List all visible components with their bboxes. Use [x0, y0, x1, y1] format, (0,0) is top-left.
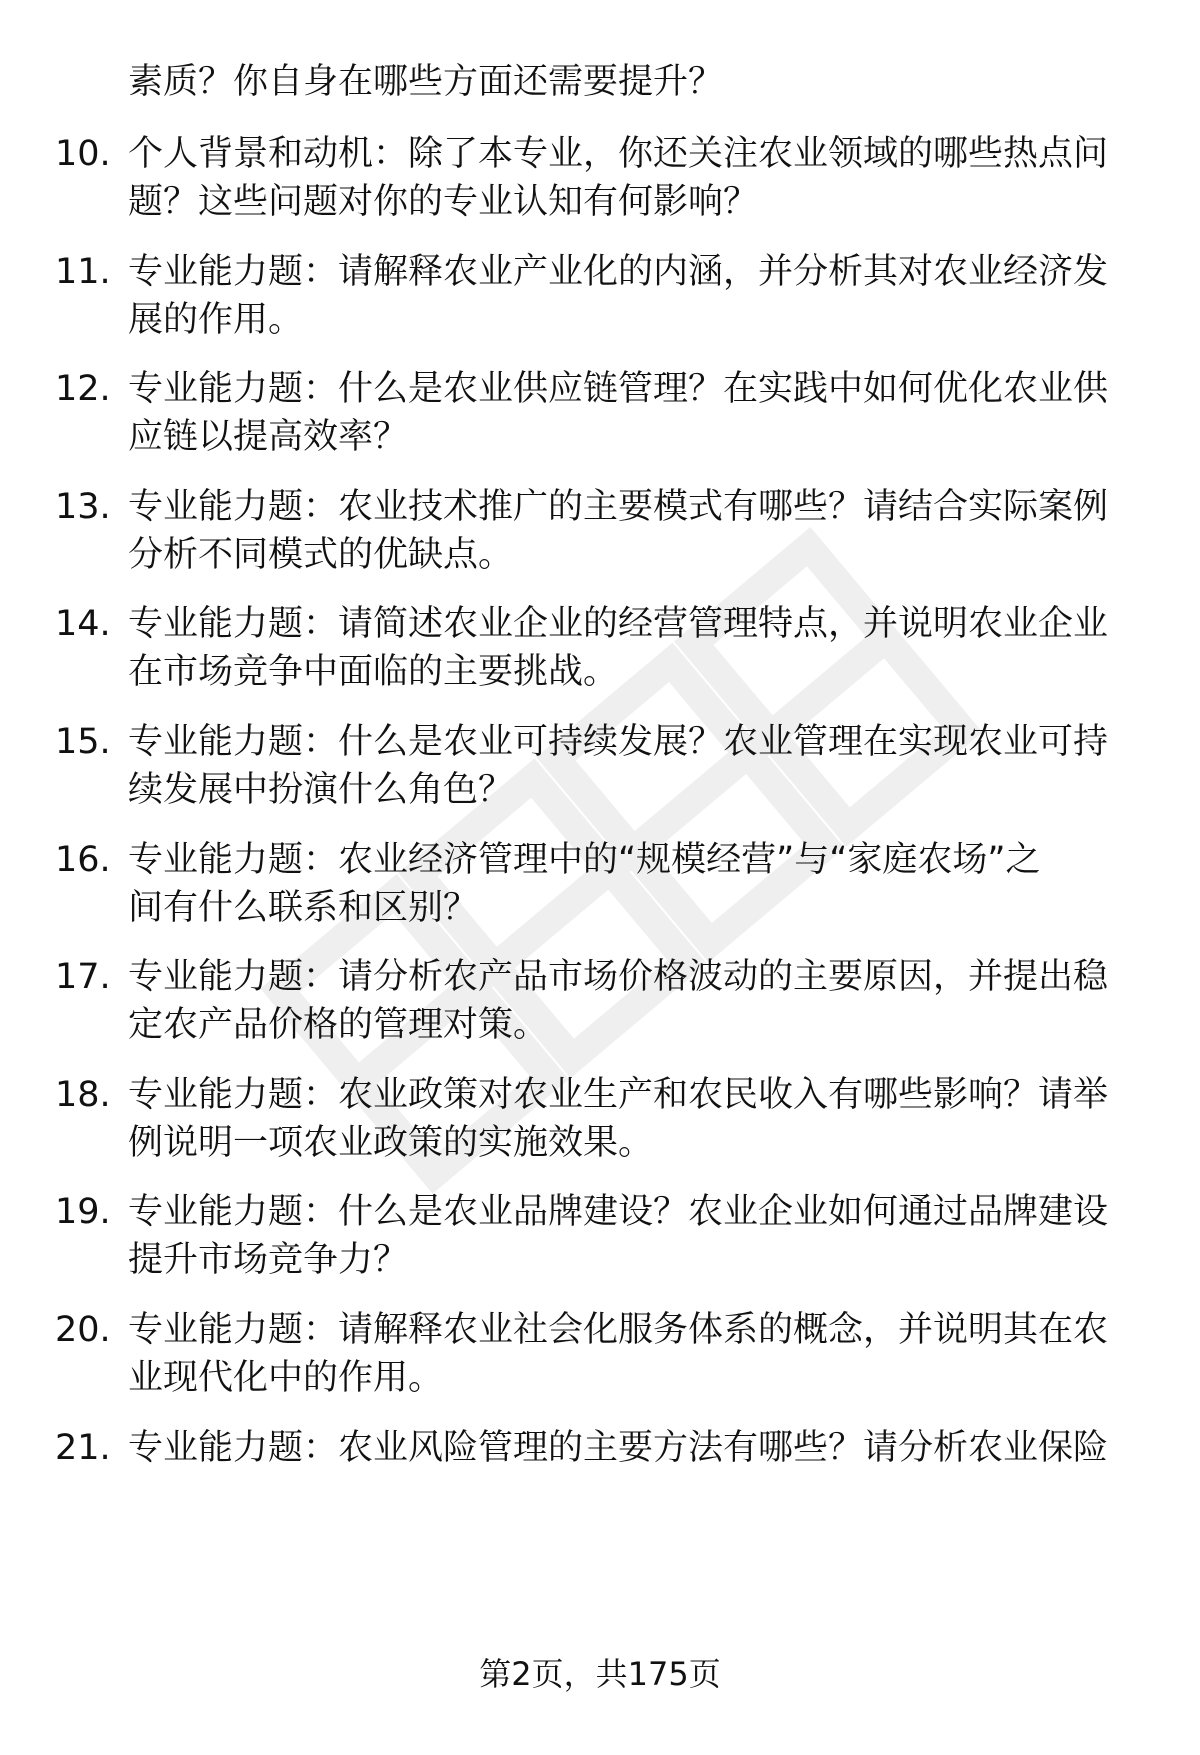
item-text-line: 续发展中扮演什么角色？ — [128, 770, 514, 810]
item-text-line: 专业能力题：什么是农业可持续发展？农业管理在实现农业可持 — [128, 722, 1109, 762]
item-text-line: 分析不同模式的优缺点。 — [128, 534, 514, 575]
continuation-text: 素质？你自身在哪些方面还需要提升？ — [128, 62, 724, 102]
item-number: 10. — [55, 134, 111, 174]
item-text — [128, 248, 1148, 344]
item-number: 19. — [55, 1192, 111, 1233]
item-number: 17. — [55, 957, 111, 998]
item-text-line: 展的作用。 — [128, 299, 304, 340]
item-number: 14. — [55, 604, 111, 645]
item-text-line: 专业能力题：请解释农业产业化的内涵，并分析其对农业经济发 — [128, 251, 1109, 292]
item-text-line: 间有什么联系和区别？ — [128, 887, 479, 928]
item-text-line: 业现代化中的作用。 — [128, 1358, 444, 1398]
item-text-line: 专业能力题：什么是农业品牌建设？农业企业如何通过品牌建设 — [128, 1192, 1109, 1233]
item-text-line: 在市场竞争中面临的主要挑战。 — [128, 652, 619, 693]
item-text — [128, 953, 1148, 1049]
item-text — [128, 718, 1148, 814]
item-number: 21. — [55, 1427, 111, 1468]
item-text-line: 题？这些问题对你的专业认知有何影响？ — [128, 182, 759, 222]
item-text-line: 专业能力题：请简述农业企业的经营管理特点，并说明农业企业 — [128, 604, 1109, 645]
item-text-line: 提升市场竞争力？ — [128, 1240, 409, 1281]
item-number: 20. — [55, 1310, 111, 1350]
item-text — [128, 1424, 1148, 1472]
item-number: 12. — [55, 369, 111, 410]
item-number: 11. — [55, 251, 111, 292]
item-text — [128, 130, 1148, 226]
item-text-line: 应链以提高效率？ — [128, 417, 409, 458]
item-text-line: 专业能力题：农业经济管理中的“规模经营”与“家庭农场”之 — [128, 839, 1041, 880]
item-text-line: 专业能力题：请解释农业社会化服务体系的概念，并说明其在农 — [128, 1310, 1109, 1350]
item-number: 18. — [55, 1074, 111, 1115]
item-text-line: 专业能力题：农业风险管理的主要方法有哪些？请分析农业保险 — [128, 1427, 1109, 1468]
item-text-line: 专业能力题：农业技术推广的主要模式有哪些？请结合实际案例 — [128, 486, 1109, 527]
item-text — [128, 365, 1148, 461]
item-number: 13. — [55, 486, 111, 527]
item-text-line: 定农产品价格的管理对策。 — [128, 1005, 549, 1046]
item-text-line: 专业能力题：请分析农产品市场价格波动的主要原因，并提出稳 — [128, 957, 1109, 998]
page-footer: 第2页，共175页 — [479, 1655, 721, 1693]
item-number: 16. — [55, 839, 111, 880]
item-text-line: 个人背景和动机：除了本专业，你还关注农业领域的哪些热点问 — [128, 134, 1109, 174]
item-text — [128, 483, 1148, 579]
item-text-line: 专业能力题：什么是农业供应链管理？在实践中如何优化农业供 — [128, 369, 1109, 410]
item-text-line: 例说明一项农业政策的实施效果。 — [128, 1122, 654, 1163]
item-text — [128, 1188, 1148, 1284]
item-text — [128, 600, 1148, 696]
item-text — [128, 836, 1148, 932]
item-text-line: 专业能力题：农业政策对农业生产和农民收入有哪些影响？请举 — [128, 1074, 1109, 1115]
item-text — [128, 1071, 1148, 1167]
item-text — [128, 1306, 1148, 1402]
item-number: 15. — [55, 722, 111, 762]
